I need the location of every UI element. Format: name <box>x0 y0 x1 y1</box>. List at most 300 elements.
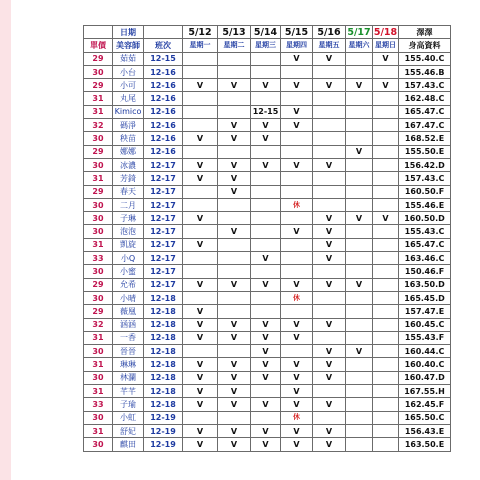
dims-cell: 155.40.C <box>399 52 451 65</box>
schedule-mark-cell <box>281 185 313 198</box>
schedule-mark-cell <box>373 424 399 437</box>
schedule-mark-cell <box>373 278 399 291</box>
header-row-labels <box>84 39 451 52</box>
schedule-mark-cell <box>183 119 218 132</box>
schedule-mark-cell <box>281 172 313 185</box>
table-row <box>84 252 451 265</box>
dims-cell: 160.50.F <box>399 185 451 198</box>
schedule-mark-cell <box>313 185 346 198</box>
schedule-mark-cell <box>346 158 373 171</box>
schedule-mark-cell <box>183 185 218 198</box>
schedule-mark-cell <box>373 225 399 238</box>
class-cell: 12-17 <box>144 238 183 251</box>
schedule-mark-cell <box>281 92 313 105</box>
teacher-cell: 冰濃 <box>113 158 144 171</box>
dims-cell: 160.47.D <box>399 371 451 384</box>
schedule-mark-cell <box>373 318 399 331</box>
schedule-mark-cell: V <box>281 398 313 411</box>
schedule-mark-cell: V <box>183 158 218 171</box>
price-cell: 30 <box>84 371 113 384</box>
schedule-mark-cell <box>373 252 399 265</box>
teacher-cell: 二月 <box>113 198 144 211</box>
schedule-mark-cell <box>346 65 373 78</box>
schedule-mark-cell <box>373 411 399 424</box>
schedule-mark-cell <box>281 252 313 265</box>
table-row <box>84 225 451 238</box>
class-cell: 12-18 <box>144 345 183 358</box>
dims-cell: 155.43.F <box>399 331 451 344</box>
dims-cell: 168.52.E <box>399 132 451 145</box>
price-cell: 29 <box>84 79 113 92</box>
schedule-mark-cell <box>218 198 251 211</box>
teacher-cell: 琳琳 <box>113 358 144 371</box>
price-cell: 31 <box>84 92 113 105</box>
class-cell: 12-18 <box>144 358 183 371</box>
schedule-mark-cell <box>373 132 399 145</box>
schedule-mark-cell <box>251 52 281 65</box>
schedule-mark-cell <box>251 305 281 318</box>
schedule-mark-cell: V <box>183 385 218 398</box>
schedule-mark-cell: V <box>218 371 251 384</box>
price-cell: 30 <box>84 132 113 145</box>
schedule-mark-cell: V <box>313 398 346 411</box>
schedule-mark-cell: V <box>313 212 346 225</box>
table-row <box>84 65 451 78</box>
table-row <box>84 371 451 384</box>
schedule-mark-cell <box>218 52 251 65</box>
schedule-mark-cell: V <box>313 225 346 238</box>
schedule-mark-cell <box>251 225 281 238</box>
date-label: 日期 <box>113 26 144 39</box>
price-cell: 31 <box>84 172 113 185</box>
dims-cell: 155.50.E <box>399 145 451 158</box>
schedule-mark-cell: V <box>251 318 281 331</box>
schedule-mark-cell: V <box>251 79 281 92</box>
date-fri: 5/16 <box>313 26 346 39</box>
dims-cell: 160.40.C <box>399 358 451 371</box>
schedule-mark-cell: V <box>281 158 313 171</box>
table-row <box>84 105 451 118</box>
schedule-mark-cell: 休 <box>281 291 313 304</box>
table-row <box>84 438 451 451</box>
class-cell: 12-17 <box>144 278 183 291</box>
weekday-thu: 星期四 <box>281 39 313 52</box>
schedule-mark-cell: V <box>346 278 373 291</box>
schedule-mark-cell: V <box>373 52 399 65</box>
schedule-mark-cell <box>346 185 373 198</box>
dims-cell: 165.50.C <box>399 411 451 424</box>
dims-cell: 156.42.D <box>399 158 451 171</box>
schedule-mark-cell <box>313 105 346 118</box>
schedule-mark-cell <box>373 265 399 278</box>
schedule-mark-cell: V <box>251 278 281 291</box>
price-cell: 29 <box>84 278 113 291</box>
schedule-mark-cell <box>346 198 373 211</box>
schedule-mark-cell <box>346 385 373 398</box>
schedule-mark-cell: V <box>281 79 313 92</box>
schedule-mark-cell: V <box>313 358 346 371</box>
class-cell: 12-19 <box>144 424 183 437</box>
schedule-mark-cell <box>251 238 281 251</box>
teacher-cell: 春天 <box>113 185 144 198</box>
weekday-wed: 星期三 <box>251 39 281 52</box>
table-row <box>84 398 451 411</box>
class-cell: 12-17 <box>144 265 183 278</box>
schedule-mark-cell <box>373 238 399 251</box>
dims-cell: 165.45.D <box>399 291 451 304</box>
schedule-mark-cell <box>251 198 281 211</box>
table-row <box>84 92 451 105</box>
dims-cell: 163.50.D <box>399 278 451 291</box>
price-label: 單價 <box>84 39 113 52</box>
class-cell: 12-16 <box>144 145 183 158</box>
date-tue: 5/13 <box>218 26 251 39</box>
schedule-mark-cell <box>346 225 373 238</box>
schedule-mark-cell <box>313 305 346 318</box>
teacher-cell: 泡泡 <box>113 225 144 238</box>
schedule-mark-cell: V <box>251 358 281 371</box>
class-cell: 12-15 <box>144 52 183 65</box>
schedule-mark-cell: V <box>218 398 251 411</box>
class-cell: 12-16 <box>144 132 183 145</box>
schedule-mark-cell: V <box>218 438 251 451</box>
schedule-mark-cell: V <box>313 238 346 251</box>
schedule-mark-cell <box>373 119 399 132</box>
schedule-mark-cell: V <box>183 424 218 437</box>
schedule-mark-cell <box>346 331 373 344</box>
table-row <box>84 385 451 398</box>
schedule-mark-cell: V <box>346 345 373 358</box>
class-cell: 12-18 <box>144 305 183 318</box>
schedule-mark-cell: V <box>183 132 218 145</box>
schedule-mark-cell: V <box>183 331 218 344</box>
schedule-mark-cell <box>281 238 313 251</box>
teacher-cell: 芳錡 <box>113 172 144 185</box>
schedule-mark-cell <box>218 411 251 424</box>
schedule-mark-cell <box>313 132 346 145</box>
dims-cell: 163.50.E <box>399 438 451 451</box>
table-row <box>84 424 451 437</box>
class-cell: 12-18 <box>144 398 183 411</box>
price-cell: 32 <box>84 119 113 132</box>
schedule-mark-cell: V <box>183 212 218 225</box>
price-cell: 31 <box>84 105 113 118</box>
schedule-mark-cell: V <box>218 358 251 371</box>
dims-cell: 167.47.C <box>399 119 451 132</box>
schedule-mark-cell: V <box>218 132 251 145</box>
schedule-mark-cell: V <box>218 385 251 398</box>
price-cell: 30 <box>84 345 113 358</box>
schedule-mark-cell <box>373 345 399 358</box>
class-cell: 12-17 <box>144 252 183 265</box>
schedule-mark-cell <box>346 105 373 118</box>
dims-cell: 155.46.E <box>399 198 451 211</box>
teacher-cell: 子瑜 <box>113 398 144 411</box>
schedule-mark-cell <box>251 92 281 105</box>
schedule-mark-cell <box>313 291 346 304</box>
schedule-mark-cell: V <box>313 252 346 265</box>
schedule-mark-cell <box>218 212 251 225</box>
schedule-mark-cell <box>373 92 399 105</box>
schedule-mark-cell <box>373 371 399 384</box>
schedule-mark-cell <box>183 225 218 238</box>
schedule-mark-cell <box>346 371 373 384</box>
schedule-mark-cell: V <box>281 371 313 384</box>
schedule-mark-cell <box>251 172 281 185</box>
schedule-mark-cell <box>218 291 251 304</box>
schedule-mark-cell <box>346 411 373 424</box>
table-row <box>84 132 451 145</box>
schedule-mark-cell <box>346 265 373 278</box>
schedule-mark-cell: V <box>281 318 313 331</box>
price-cell: 31 <box>84 331 113 344</box>
schedule-mark-cell <box>346 172 373 185</box>
schedule-mark-cell: V <box>281 119 313 132</box>
date-sat: 5/17 <box>347 26 371 38</box>
schedule-mark-cell: V <box>251 398 281 411</box>
dims-cell: 160.50.D <box>399 212 451 225</box>
schedule-mark-cell: V <box>183 79 218 92</box>
dims-cell: 162.48.C <box>399 92 451 105</box>
schedule-mark-cell <box>346 92 373 105</box>
schedule-mark-cell <box>313 411 346 424</box>
schedule-mark-cell <box>313 331 346 344</box>
teacher-cell: 小台 <box>113 65 144 78</box>
schedule-mark-cell: V <box>251 119 281 132</box>
teacher-cell: 舒妃 <box>113 424 144 437</box>
schedule-mark-cell <box>183 265 218 278</box>
class-cell: 12-18 <box>144 331 183 344</box>
class-cell: 12-17 <box>144 225 183 238</box>
schedule-mark-cell: V <box>281 385 313 398</box>
schedule-mark-cell: 12-15 <box>251 105 281 118</box>
schedule-mark-cell <box>373 385 399 398</box>
table-row <box>84 238 451 251</box>
schedule-mark-cell: V <box>218 119 251 132</box>
price-cell: 30 <box>84 411 113 424</box>
table-row <box>84 358 451 371</box>
teacher-cell: 娜娜 <box>113 145 144 158</box>
price-cell: 29 <box>84 145 113 158</box>
class-cell: 12-17 <box>144 198 183 211</box>
schedule-mark-cell: V <box>313 371 346 384</box>
schedule-mark-cell <box>373 291 399 304</box>
schedule-mark-cell <box>373 331 399 344</box>
table-row <box>84 79 451 92</box>
class-cell: 12-18 <box>144 318 183 331</box>
dims-cell: 160.45.C <box>399 318 451 331</box>
schedule-mark-cell <box>251 385 281 398</box>
teacher-cell: 林瀾 <box>113 371 144 384</box>
schedule-mark-cell: V <box>218 424 251 437</box>
schedule-mark-cell <box>313 92 346 105</box>
class-cell: 12-16 <box>144 65 183 78</box>
teacher-cell: 碼淨 <box>113 119 144 132</box>
schedule-mark-cell: 休 <box>281 411 313 424</box>
header-blank <box>84 26 113 39</box>
schedule-mark-cell: V <box>251 424 281 437</box>
schedule-mark-cell: V <box>281 52 313 65</box>
schedule-mark-cell <box>373 145 399 158</box>
price-cell: 31 <box>84 385 113 398</box>
schedule-mark-cell: V <box>373 79 399 92</box>
dims-cell: 160.44.C <box>399 345 451 358</box>
class-cell: 12-18 <box>144 385 183 398</box>
teacher-cell: 子琳 <box>113 212 144 225</box>
teacher-cell: 允希 <box>113 278 144 291</box>
schedule-mark-cell: V <box>251 331 281 344</box>
schedule-mark-cell <box>346 291 373 304</box>
schedule-mark-cell: V <box>346 212 373 225</box>
schedule-mark-cell <box>281 65 313 78</box>
schedule-mark-cell: V <box>313 345 346 358</box>
schedule-mark-cell <box>183 252 218 265</box>
schedule-mark-cell: 休 <box>281 198 313 211</box>
price-cell: 30 <box>84 225 113 238</box>
class-cell: 12-19 <box>144 438 183 451</box>
schedule-mark-cell <box>218 145 251 158</box>
dims-cell: 157.43.C <box>399 172 451 185</box>
dims-cell: 155.43.C <box>399 225 451 238</box>
schedule-mark-cell <box>251 291 281 304</box>
teacher-cell: 小蜜 <box>113 265 144 278</box>
schedule-mark-cell <box>218 65 251 78</box>
schedule-mark-cell: V <box>218 79 251 92</box>
table-row <box>84 331 451 344</box>
teacher-cell: Kimico <box>113 105 144 118</box>
table-row <box>84 52 451 65</box>
teacher-label: 美容師 <box>113 39 144 52</box>
schedule-mark-cell <box>281 345 313 358</box>
schedule-mark-cell: V <box>281 424 313 437</box>
teacher-cell: 晉晉 <box>113 345 144 358</box>
table-row <box>84 305 451 318</box>
schedule-mark-cell <box>183 291 218 304</box>
weekday-fri: 星期五 <box>313 39 346 52</box>
schedule-mark-cell: V <box>313 79 346 92</box>
schedule-mark-cell: V <box>218 185 251 198</box>
dims-cell: 157.47.E <box>399 305 451 318</box>
schedule-mark-cell: V <box>251 252 281 265</box>
schedule-mark-cell <box>183 105 218 118</box>
header-blank <box>144 26 183 39</box>
schedule-mark-cell <box>251 265 281 278</box>
schedule-mark-cell: V <box>313 438 346 451</box>
teacher-cell: 茹茹 <box>113 52 144 65</box>
table-row <box>84 172 451 185</box>
schedule-mark-cell <box>183 145 218 158</box>
schedule-mark-cell <box>346 132 373 145</box>
schedule-mark-cell <box>346 252 373 265</box>
schedule-mark-cell <box>313 145 346 158</box>
teacher-cell: 凱旋 <box>113 238 144 251</box>
schedule-mark-cell: V <box>251 132 281 145</box>
schedule-mark-cell <box>313 198 346 211</box>
schedule-mark-cell: V <box>183 172 218 185</box>
teacher-cell: 一香 <box>113 331 144 344</box>
date-wed: 5/14 <box>251 26 281 39</box>
schedule-mark-cell <box>373 65 399 78</box>
schedule-mark-cell <box>373 398 399 411</box>
table-row <box>84 119 451 132</box>
schedule-mark-cell <box>251 65 281 78</box>
schedule-mark-cell: V <box>281 438 313 451</box>
table-row <box>84 265 451 278</box>
dims-cell: 157.43.C <box>399 79 451 92</box>
price-cell: 30 <box>84 265 113 278</box>
dims-label: 身高資料 <box>399 39 451 52</box>
schedule-mark-cell <box>313 119 346 132</box>
teacher-cell: 小晴 <box>113 291 144 304</box>
class-cell: 12-18 <box>144 371 183 384</box>
schedule-mark-cell <box>281 305 313 318</box>
class-label: 班次 <box>144 39 183 52</box>
schedule-mark-cell <box>313 265 346 278</box>
schedule-mark-cell: V <box>281 358 313 371</box>
schedule-mark-cell: V <box>281 225 313 238</box>
teacher-cell: 薇凰 <box>113 305 144 318</box>
schedule-mark-cell: V <box>251 345 281 358</box>
price-cell: 30 <box>84 438 113 451</box>
date-sun: 5/18 <box>373 26 398 38</box>
schedule-mark-cell: V <box>183 358 218 371</box>
schedule-mark-cell: V <box>313 318 346 331</box>
schedule-mark-cell <box>281 132 313 145</box>
dims-cell: 156.43.E <box>399 424 451 437</box>
schedule-mark-cell <box>218 265 251 278</box>
dims-cell: 163.46.C <box>399 252 451 265</box>
schedule-mark-cell <box>218 345 251 358</box>
price-cell: 31 <box>84 424 113 437</box>
class-cell: 12-16 <box>144 92 183 105</box>
schedule-mark-cell <box>346 318 373 331</box>
schedule-mark-cell: V <box>218 318 251 331</box>
class-cell: 12-17 <box>144 172 183 185</box>
price-cell: 29 <box>84 185 113 198</box>
class-cell: 12-17 <box>144 158 183 171</box>
schedule-mark-cell <box>346 305 373 318</box>
class-cell: 12-16 <box>144 119 183 132</box>
schedule-mark-cell: V <box>251 371 281 384</box>
weekday-mon: 星期一 <box>183 39 218 52</box>
schedule-mark-cell <box>346 52 373 65</box>
schedule-mark-cell <box>218 105 251 118</box>
table-row <box>84 291 451 304</box>
schedule-mark-cell: V <box>251 158 281 171</box>
schedule-mark-cell: V <box>218 225 251 238</box>
schedule-mark-cell <box>218 92 251 105</box>
schedule-mark-cell: V <box>183 398 218 411</box>
weekday-sun: 星期日 <box>373 39 399 52</box>
price-cell: 33 <box>84 252 113 265</box>
schedule-mark-cell: V <box>281 278 313 291</box>
header-row-dates <box>84 26 451 39</box>
schedule-mark-cell <box>373 185 399 198</box>
schedule-mark-cell: V <box>346 79 373 92</box>
table-row <box>84 185 451 198</box>
schedule-mark-cell <box>251 411 281 424</box>
schedule-mark-cell <box>218 252 251 265</box>
schedule-mark-cell <box>313 385 346 398</box>
price-cell: 30 <box>84 291 113 304</box>
left-accent-stripe <box>0 0 11 480</box>
class-cell: 12-18 <box>144 291 183 304</box>
schedule-mark-cell <box>251 212 281 225</box>
schedule-mark-cell: V <box>281 331 313 344</box>
class-cell: 12-17 <box>144 212 183 225</box>
schedule-mark-cell: V <box>313 424 346 437</box>
schedule-mark-cell <box>183 65 218 78</box>
